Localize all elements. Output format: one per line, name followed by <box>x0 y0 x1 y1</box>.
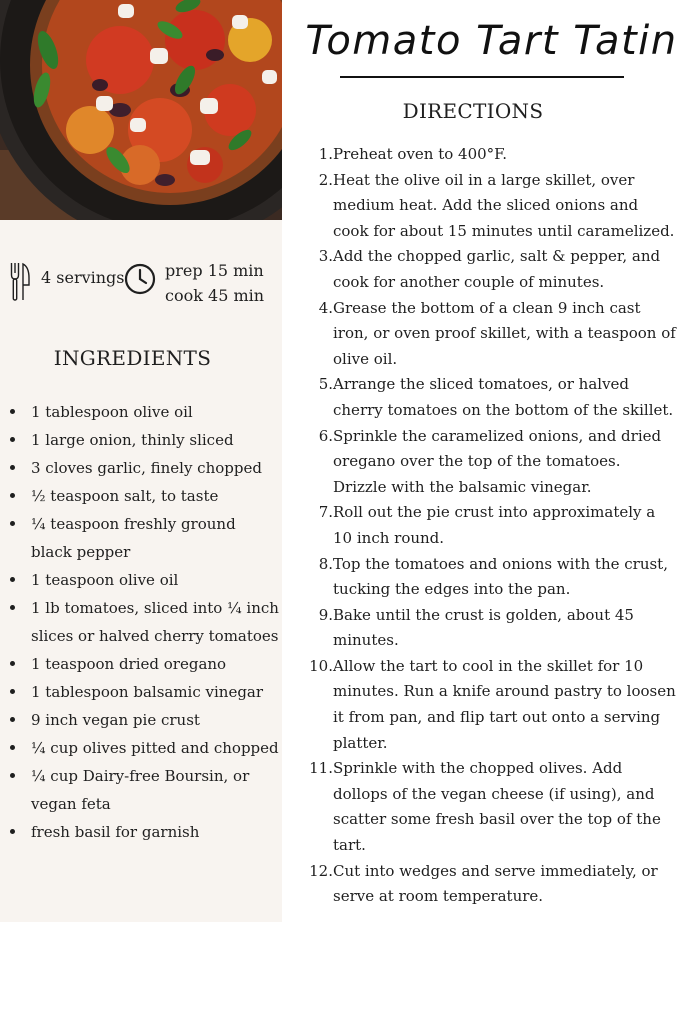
ingredients-heading: INGREDIENTS <box>53 346 212 370</box>
step-text: Arrange the sliced tomatoes, or halved cherry tomatoes on the bottom of the skillet. <box>333 375 674 419</box>
step-number: 8. <box>318 554 333 573</box>
ingredient-item: ¼ teaspoon freshly ground black pepper <box>0 510 280 566</box>
ingredient-item: 1 tablespoon olive oil <box>0 398 280 426</box>
directions-list <box>309 142 677 910</box>
direction-step <box>309 859 677 910</box>
direction-step <box>309 756 677 858</box>
step-text: Heat the olive oil in a large skillet, over medium heat. Add the sliced onions and cook for about 15 minutes until caramelized. <box>333 170 675 240</box>
direction-step <box>309 603 677 654</box>
ingredients-list <box>0 398 280 846</box>
step-text: Add the chopped garlic, salt & pepper, and cook for another couple of minutes. <box>333 247 661 291</box>
step-number: 2. <box>318 170 333 189</box>
direction-step <box>309 296 677 373</box>
step-number: 6. <box>318 426 333 445</box>
time-info <box>165 258 264 308</box>
ingredient-item: fresh basil for garnish <box>0 818 280 846</box>
ingredient-item: 1 large onion, thinly sliced <box>0 426 280 454</box>
step-number: 9. <box>318 605 333 624</box>
left-panel <box>0 0 282 922</box>
tart-photo <box>0 0 282 220</box>
direction-step <box>309 142 677 168</box>
step-text: Bake until the crust is golden, about 45 minutes. <box>333 605 634 650</box>
step-number: 4. <box>318 298 333 317</box>
ingredient-item: ½ teaspoon salt, to taste <box>0 482 280 510</box>
direction-step <box>309 168 677 245</box>
step-text: Sprinkle the caramelized onions, and dried oregano over the top of the tomatoes. Drizzle with the balsamic vinegar. <box>333 426 662 496</box>
step-number: 11. <box>309 759 333 778</box>
direction-step <box>309 244 677 295</box>
direction-step <box>309 372 677 423</box>
recipe-meta <box>10 258 280 308</box>
ingredient-item: 1 lb tomatoes, sliced into ¼ inch slices or halved cherry tomatoes <box>0 594 280 650</box>
direction-step <box>309 552 677 603</box>
directions-heading: DIRECTIONS <box>402 99 544 123</box>
step-number: 12. <box>309 861 333 880</box>
direction-step <box>309 654 677 756</box>
ingredient-item: 3 cloves garlic, finely chopped <box>0 454 280 482</box>
step-number: 1. <box>318 145 333 163</box>
step-text: Cut into wedges and serve immediately, or serve at room temperature. <box>333 861 658 906</box>
recipe-title: Tomato Tart Tatin <box>305 18 678 64</box>
step-text: Preheat oven to 400°F. <box>333 145 508 163</box>
ingredient-item: 1 teaspoon olive oil <box>0 566 280 594</box>
step-text: Roll out the pie crust into approximately a 10 inch round. <box>333 503 656 547</box>
ingredient-item: 1 tablespoon balsamic vinegar <box>0 678 280 706</box>
step-text: Sprinkle with the chopped olives. Add dollops of the vegan cheese (if using), and scatter some fresh basil over the top of the tart. <box>333 759 661 855</box>
prep-time: prep 15 min <box>165 261 264 280</box>
fork-knife-icon <box>10 262 30 302</box>
step-text: Allow the tart to cool in the skillet for 10 minutes. Run a knife around pastry to loosen it from pan, and flip tart out onto a serving platter. <box>333 656 676 752</box>
direction-step <box>309 424 677 501</box>
step-number: 3. <box>318 247 333 266</box>
cook-time: cook 45 min <box>165 286 265 305</box>
ingredient-item: ¼ cup Dairy-free Boursin, or vegan feta <box>0 762 280 818</box>
ingredient-item: 1 teaspoon dried oregano <box>0 650 280 678</box>
title-divider <box>340 76 624 78</box>
step-number: 5. <box>318 375 333 394</box>
step-text: Grease the bottom of a clean 9 inch cast iron, or oven proof skillet, with a teaspoon of olive oil. <box>333 298 676 368</box>
servings-text: 4 servings <box>41 268 125 287</box>
ingredient-item: 9 inch vegan pie crust <box>0 706 280 734</box>
step-number: 10. <box>309 656 333 675</box>
step-number: 7. <box>318 503 333 522</box>
direction-step <box>309 500 677 551</box>
ingredient-item: ¼ cup olives pitted and chopped <box>0 734 280 762</box>
step-text: Top the tomatoes and onions with the crust, tucking the edges into the pan. <box>333 554 668 599</box>
clock-icon <box>124 263 156 295</box>
